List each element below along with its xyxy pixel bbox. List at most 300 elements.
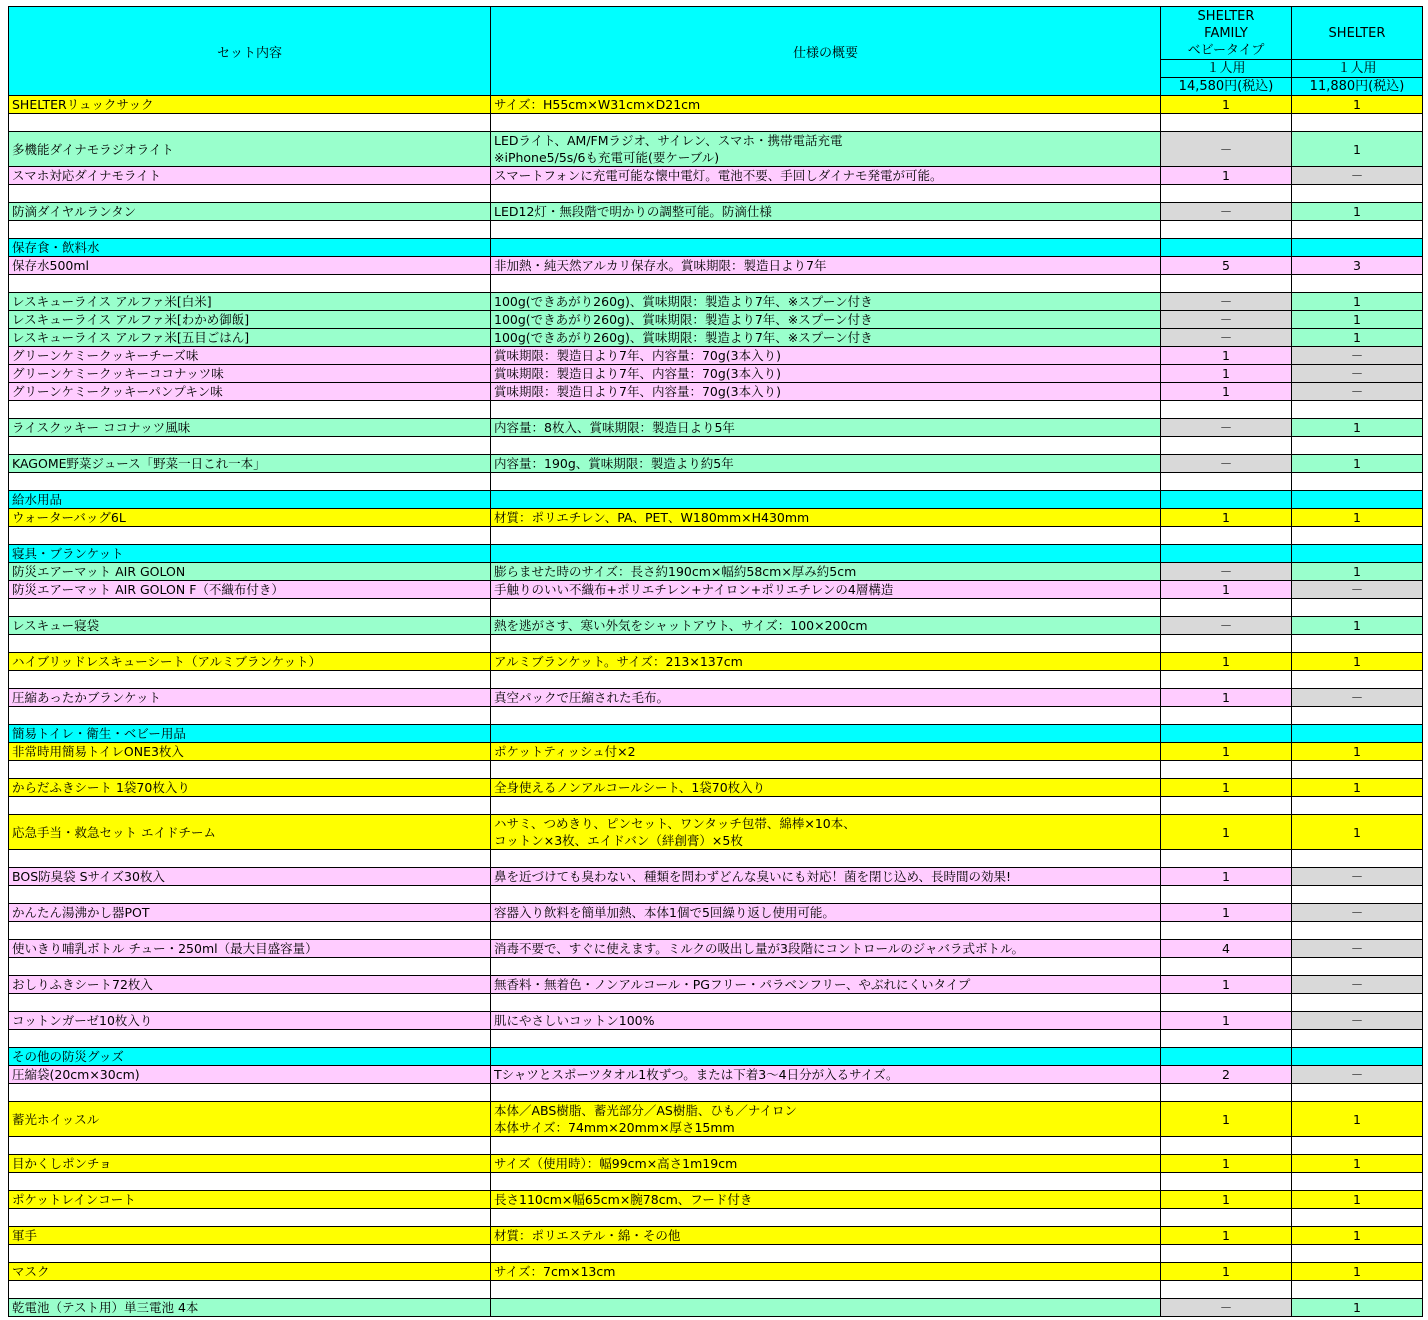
empty-cell: [9, 958, 491, 976]
item-name: おしりふきシート72枚入: [9, 976, 491, 994]
empty-cell: [9, 635, 491, 653]
empty-cell: [491, 1084, 1161, 1102]
empty-cell: [9, 761, 491, 779]
item-spec: [491, 1299, 1161, 1317]
item-row: [9, 689, 1423, 707]
empty-cell: [9, 1137, 491, 1155]
shelter-quantity: －: [1292, 940, 1423, 958]
empty-cell: [1292, 671, 1423, 689]
item-spec-line: 熱を逃がさす、寒い外気をシャットアウト、サイズ：100×200cm: [494, 618, 868, 633]
item-spec: [491, 365, 1161, 383]
section-row: [9, 239, 1423, 257]
item-row: [9, 617, 1423, 635]
blank-row: [9, 958, 1423, 976]
family-quantity: －: [1161, 563, 1292, 581]
empty-cell: [491, 185, 1161, 203]
header-shelter-price: 11,880円(税込): [1292, 78, 1423, 96]
empty-cell: [491, 437, 1161, 455]
item-name: スマホ対応ダイナモライト: [9, 167, 491, 185]
empty-cell: [1161, 275, 1292, 293]
header-family-unit: １人用: [1161, 60, 1292, 78]
shelter-quantity: 1: [1292, 1299, 1423, 1317]
empty-cell: [1161, 1173, 1292, 1191]
item-name: レスキューライス アルファ米[白米]: [9, 293, 491, 311]
item-spec: [491, 96, 1161, 114]
empty-cell: [1161, 958, 1292, 976]
empty-cell: [1161, 491, 1292, 509]
item-spec-line: 鼻を近づけても臭わない、種類を問わずどんな臭いにも対応！菌を閉じ込め、長時間の効果!: [494, 869, 1012, 884]
item-name: 蓄光ホイッスル: [9, 1102, 491, 1137]
blank-row: [9, 114, 1423, 132]
item-name: マスク: [9, 1263, 491, 1281]
item-name: KAGOME野菜ジュース「野菜一日これ一本」: [9, 455, 491, 473]
empty-cell: [1292, 221, 1423, 239]
empty-cell: [9, 275, 491, 293]
blank-row: [9, 275, 1423, 293]
item-spec: [491, 257, 1161, 275]
item-name: 使いきり哺乳ボトル チュー・250ml（最大目盛容量）: [9, 940, 491, 958]
item-spec: [491, 1191, 1161, 1209]
item-row: [9, 779, 1423, 797]
item-name: 乾電池（テスト用）単三電池 4本: [9, 1299, 491, 1317]
empty-cell: [1161, 850, 1292, 868]
empty-cell: [491, 1137, 1161, 1155]
family-quantity: 1: [1161, 653, 1292, 671]
header-shelter-product: SHELTER: [1292, 7, 1423, 60]
item-spec-line: 容器入り飲料を簡単加熱、本体1個で5回繰り返し使用可能。: [494, 905, 835, 920]
blank-row: [9, 850, 1423, 868]
empty-cell: [1292, 1245, 1423, 1263]
empty-cell: [1292, 707, 1423, 725]
item-name: かんたん湯沸かし器POT: [9, 904, 491, 922]
empty-cell: [9, 671, 491, 689]
empty-cell: [491, 886, 1161, 904]
shelter-quantity: 1: [1292, 455, 1423, 473]
empty-cell: [491, 958, 1161, 976]
empty-cell: [9, 850, 491, 868]
item-spec: [491, 347, 1161, 365]
item-spec-line: 賞味期限：製造日より7年、内容量：70g(3本入り): [494, 348, 782, 363]
empty-cell: [1292, 725, 1423, 743]
item-spec: [491, 868, 1161, 886]
empty-cell: [1161, 1084, 1292, 1102]
empty-cell: [491, 1245, 1161, 1263]
shelter-quantity: 1: [1292, 311, 1423, 329]
item-row: [9, 1191, 1423, 1209]
empty-cell: [491, 275, 1161, 293]
empty-cell: [1292, 797, 1423, 815]
item-spec: [491, 203, 1161, 221]
item-spec-line: ポケットティッシュ付×2: [494, 744, 636, 759]
item-spec-line: ハサミ、つめきり、ピンセット、ワンタッチ包帯、綿棒×10本、: [494, 816, 856, 831]
item-row: [9, 1012, 1423, 1030]
shelter-quantity: －: [1292, 868, 1423, 886]
shelter-quantity: 1: [1292, 815, 1423, 850]
blank-row: [9, 994, 1423, 1012]
family-quantity: 1: [1161, 1155, 1292, 1173]
empty-cell: [1161, 185, 1292, 203]
item-row: [9, 1066, 1423, 1084]
item-spec-line: ※iPhone5/5s/6も充電可能(要ケーブル): [494, 150, 720, 165]
empty-cell: [1292, 239, 1423, 257]
item-spec-line: 100g(できあがり260g)、賞味期限：製造より7年、※スプーン付き: [494, 294, 873, 309]
family-quantity: 1: [1161, 976, 1292, 994]
empty-cell: [491, 1173, 1161, 1191]
shelter-quantity: －: [1292, 347, 1423, 365]
section-title: 給水用品: [9, 491, 491, 509]
item-spec: [491, 904, 1161, 922]
blank-row: [9, 437, 1423, 455]
blank-row: [9, 221, 1423, 239]
shelter-quantity: 3: [1292, 257, 1423, 275]
shelter-quantity: －: [1292, 581, 1423, 599]
blank-row: [9, 1173, 1423, 1191]
item-row: [9, 1227, 1423, 1245]
family-quantity: 1: [1161, 1191, 1292, 1209]
empty-cell: [9, 473, 491, 491]
family-quantity: －: [1161, 1299, 1292, 1317]
shelter-quantity: －: [1292, 1012, 1423, 1030]
shelter-quantity: 1: [1292, 653, 1423, 671]
empty-cell: [1161, 886, 1292, 904]
empty-cell: [9, 185, 491, 203]
empty-cell: [1292, 922, 1423, 940]
item-spec-line: スマートフォンに充電可能な懐中電灯。電池不要、手回しダイナモ発電が可能。: [494, 168, 943, 183]
empty-cell: [1161, 1137, 1292, 1155]
item-row: [9, 383, 1423, 401]
blank-row: [9, 671, 1423, 689]
empty-cell: [491, 239, 1161, 257]
empty-cell: [491, 635, 1161, 653]
shelter-quantity: 1: [1292, 329, 1423, 347]
family-quantity: －: [1161, 293, 1292, 311]
family-quantity: 1: [1161, 1102, 1292, 1137]
empty-cell: [1292, 527, 1423, 545]
blank-row: [9, 922, 1423, 940]
shelter-quantity: －: [1292, 167, 1423, 185]
item-row: [9, 455, 1423, 473]
item-spec: [491, 455, 1161, 473]
item-name: BOS防臭袋 Sサイズ30枚入: [9, 868, 491, 886]
empty-cell: [491, 545, 1161, 563]
empty-cell: [1292, 114, 1423, 132]
item-spec-line: 膨らませた時のサイズ：長さ約190cm×幅約58cm×厚み約5cm: [494, 564, 857, 579]
family-product-line: ベビータイプ: [1187, 42, 1265, 58]
blank-row: [9, 473, 1423, 491]
shelter-quantity: 1: [1292, 132, 1423, 167]
header-shelter-unit: １人用: [1292, 60, 1423, 78]
family-quantity: －: [1161, 329, 1292, 347]
blank-row: [9, 185, 1423, 203]
item-spec-line: 肌にやさしいコットン100%: [494, 1013, 655, 1028]
section-title: 保存食・飲料水: [9, 239, 491, 257]
empty-cell: [491, 671, 1161, 689]
empty-cell: [9, 527, 491, 545]
empty-cell: [9, 1173, 491, 1191]
empty-cell: [1292, 1048, 1423, 1066]
empty-cell: [9, 1245, 491, 1263]
family-quantity: －: [1161, 203, 1292, 221]
shelter-quantity: 1: [1292, 563, 1423, 581]
family-quantity: 1: [1161, 509, 1292, 527]
item-name: 保存水500ml: [9, 257, 491, 275]
empty-cell: [491, 1281, 1161, 1299]
empty-cell: [1161, 725, 1292, 743]
empty-cell: [1292, 761, 1423, 779]
item-spec: [491, 1066, 1161, 1084]
item-row: [9, 347, 1423, 365]
item-row: [9, 1102, 1423, 1137]
empty-cell: [1292, 401, 1423, 419]
empty-cell: [1292, 599, 1423, 617]
item-spec-line: 内容量：8枚入、賞味期限：製造日より5年: [494, 420, 735, 435]
item-name: グリーンケミークッキーパンプキン味: [9, 383, 491, 401]
item-spec-line: 本体サイズ：74mm×20mm×厚さ15mm: [494, 1120, 735, 1135]
shelter-quantity: 1: [1292, 293, 1423, 311]
empty-cell: [1292, 1281, 1423, 1299]
empty-cell: [1292, 994, 1423, 1012]
family-quantity: 1: [1161, 904, 1292, 922]
empty-cell: [1292, 437, 1423, 455]
item-spec-line: 100g(できあがり260g)、賞味期限：製造より7年、※スプーン付き: [494, 312, 873, 327]
family-quantity: 1: [1161, 1227, 1292, 1245]
family-product-line: SHELTER: [1197, 8, 1255, 24]
item-name: レスキューライス アルファ米[五目ごはん]: [9, 329, 491, 347]
item-spec: [491, 1102, 1161, 1137]
empty-cell: [9, 886, 491, 904]
empty-cell: [1292, 275, 1423, 293]
family-quantity: 2: [1161, 1066, 1292, 1084]
empty-cell: [1161, 221, 1292, 239]
item-row: [9, 1155, 1423, 1173]
empty-cell: [1161, 1245, 1292, 1263]
shelter-quantity: 1: [1292, 1263, 1423, 1281]
empty-cell: [491, 761, 1161, 779]
empty-cell: [9, 401, 491, 419]
item-spec-line: 無香料・無着色・ノンアルコール・PGフリー・パラベンフリー、やぶれにくいタイプ: [494, 977, 971, 992]
shelter-quantity: －: [1292, 1066, 1423, 1084]
item-spec-line: サイズ：7cm×13cm: [494, 1264, 616, 1279]
item-spec: [491, 329, 1161, 347]
item-row: [9, 976, 1423, 994]
empty-cell: [1161, 437, 1292, 455]
blank-row: [9, 761, 1423, 779]
empty-cell: [1292, 491, 1423, 509]
product-comparison-table: [8, 6, 1423, 1317]
empty-cell: [491, 994, 1161, 1012]
empty-cell: [1161, 761, 1292, 779]
item-spec: [491, 743, 1161, 761]
item-spec: [491, 563, 1161, 581]
empty-cell: [1161, 239, 1292, 257]
empty-cell: [9, 437, 491, 455]
item-row: [9, 904, 1423, 922]
item-spec-line: 賞味期限：製造日より7年、内容量：70g(3本入り): [494, 366, 782, 381]
item-spec: [491, 779, 1161, 797]
item-name: 目かくしポンチョ: [9, 1155, 491, 1173]
item-name: 防災エアーマット AIR GOLON: [9, 563, 491, 581]
item-spec: [491, 383, 1161, 401]
item-name: レスキュー寝袋: [9, 617, 491, 635]
item-spec-line: 賞味期限：製造日より7年、内容量：70g(3本入り): [494, 384, 782, 399]
empty-cell: [9, 1281, 491, 1299]
empty-cell: [1161, 707, 1292, 725]
header-family-product: [1161, 7, 1292, 60]
item-row: [9, 743, 1423, 761]
blank-row: [9, 1084, 1423, 1102]
blank-row: [9, 527, 1423, 545]
item-name: 圧縮あったかブランケット: [9, 689, 491, 707]
blank-row: [9, 1137, 1423, 1155]
blank-row: [9, 1209, 1423, 1227]
item-spec-line: 材質：ポリエステル・綿・その他: [494, 1228, 681, 1243]
empty-cell: [1161, 797, 1292, 815]
item-spec-line: サイズ：H55cm×W31cm×D21cm: [494, 97, 701, 112]
empty-cell: [1292, 1173, 1423, 1191]
empty-cell: [1161, 671, 1292, 689]
empty-cell: [9, 797, 491, 815]
family-quantity: 1: [1161, 581, 1292, 599]
empty-cell: [491, 473, 1161, 491]
item-name: 非常時用簡易トイレONE3枚入: [9, 743, 491, 761]
item-name: からだふきシート 1袋70枚入り: [9, 779, 491, 797]
family-quantity: 1: [1161, 743, 1292, 761]
item-spec: [491, 132, 1161, 167]
section-row: [9, 725, 1423, 743]
item-spec-line: 本体／ABS樹脂、蓄光部分／AS樹脂、ひも／ナイロン: [494, 1103, 797, 1118]
family-quantity: 1: [1161, 96, 1292, 114]
header-spec-summary: 仕様の概要: [491, 7, 1161, 96]
shelter-quantity: 1: [1292, 509, 1423, 527]
item-row: [9, 509, 1423, 527]
section-row: [9, 1048, 1423, 1066]
item-row: [9, 365, 1423, 383]
empty-cell: [491, 707, 1161, 725]
item-spec: [491, 940, 1161, 958]
item-spec-line: Tシャツとスポーツタオル1枚ずつ。または下着3～4日分が入るサイズ。: [494, 1067, 899, 1082]
family-quantity: －: [1161, 617, 1292, 635]
header-set-contents: セット内容: [9, 7, 491, 96]
empty-cell: [1161, 1281, 1292, 1299]
item-row: [9, 293, 1423, 311]
table-body: [9, 96, 1423, 1317]
item-row: [9, 653, 1423, 671]
shelter-quantity: 1: [1292, 1191, 1423, 1209]
empty-cell: [491, 221, 1161, 239]
item-name: コットンガーゼ10枚入り: [9, 1012, 491, 1030]
empty-cell: [1161, 114, 1292, 132]
family-quantity: －: [1161, 132, 1292, 167]
empty-cell: [1292, 1209, 1423, 1227]
family-quantity: 1: [1161, 1012, 1292, 1030]
item-spec-line: 材質：ポリエチレン、PA、PET、W180mm×H430mm: [494, 510, 810, 525]
empty-cell: [1161, 922, 1292, 940]
shelter-quantity: 1: [1292, 1227, 1423, 1245]
empty-cell: [1292, 1030, 1423, 1048]
item-name: レスキューライス アルファ米[わかめ御飯]: [9, 311, 491, 329]
empty-cell: [9, 1209, 491, 1227]
item-spec: [491, 653, 1161, 671]
empty-cell: [1161, 599, 1292, 617]
empty-cell: [1292, 545, 1423, 563]
family-quantity: 1: [1161, 779, 1292, 797]
empty-cell: [1161, 635, 1292, 653]
item-name: SHELTERリュックサック: [9, 96, 491, 114]
item-row: [9, 167, 1423, 185]
item-row: [9, 203, 1423, 221]
empty-cell: [9, 994, 491, 1012]
shelter-quantity: －: [1292, 689, 1423, 707]
empty-cell: [491, 797, 1161, 815]
family-quantity: 1: [1161, 1263, 1292, 1281]
blank-row: [9, 1030, 1423, 1048]
family-product-name: [1188, 9, 1265, 58]
empty-cell: [1292, 185, 1423, 203]
item-spec-line: コットン×3枚、エイドバン（絆創膏）×5枚: [494, 833, 743, 848]
item-row: [9, 311, 1423, 329]
family-quantity: 1: [1161, 365, 1292, 383]
empty-cell: [9, 707, 491, 725]
family-quantity: 1: [1161, 383, 1292, 401]
empty-cell: [1161, 545, 1292, 563]
item-name: 防滴ダイヤルランタン: [9, 203, 491, 221]
section-title: 簡易トイレ・衛生・ベビー用品: [9, 725, 491, 743]
empty-cell: [491, 491, 1161, 509]
empty-cell: [1161, 994, 1292, 1012]
empty-cell: [1161, 1030, 1292, 1048]
item-spec-line: サイズ（使用時）：幅99cm×高さ1m19cm: [494, 1156, 738, 1171]
family-quantity: 1: [1161, 167, 1292, 185]
empty-cell: [1292, 473, 1423, 491]
item-spec: [491, 976, 1161, 994]
empty-cell: [1292, 958, 1423, 976]
shelter-quantity: －: [1292, 383, 1423, 401]
item-spec-line: 内容量：190g、賞味期限：製造より約5年: [494, 456, 734, 471]
item-row: [9, 329, 1423, 347]
empty-cell: [491, 1030, 1161, 1048]
empty-cell: [9, 221, 491, 239]
item-row: [9, 940, 1423, 958]
empty-cell: [1292, 850, 1423, 868]
item-spec: [491, 1227, 1161, 1245]
family-quantity: －: [1161, 311, 1292, 329]
item-row: [9, 581, 1423, 599]
empty-cell: [1161, 473, 1292, 491]
item-spec-line: 非加熱・純天然アルカリ保存水。賞味期限：製造日より7年: [494, 258, 827, 273]
empty-cell: [491, 599, 1161, 617]
blank-row: [9, 1245, 1423, 1263]
item-spec: [491, 311, 1161, 329]
item-spec-line: 消毒不要で、すぐに使えます。ミルクの吸出し量が3段階にコントロールのジャバラ式ボトル。: [494, 941, 1024, 956]
empty-cell: [491, 850, 1161, 868]
item-spec: [491, 293, 1161, 311]
item-row: [9, 868, 1423, 886]
family-quantity: 5: [1161, 257, 1292, 275]
empty-cell: [9, 1030, 491, 1048]
section-title: その他の防災グッズ: [9, 1048, 491, 1066]
item-spec: [491, 581, 1161, 599]
empty-cell: [1161, 1048, 1292, 1066]
item-spec-line: アルミブランケット。サイズ：213×137cm: [494, 654, 743, 669]
empty-cell: [491, 114, 1161, 132]
item-row: [9, 96, 1423, 114]
family-quantity: 1: [1161, 689, 1292, 707]
item-name: 軍手: [9, 1227, 491, 1245]
item-name: ハイブリッドレスキューシート（アルミブランケット）: [9, 653, 491, 671]
item-spec-line: 100g(できあがり260g)、賞味期限：製造より7年、※スプーン付き: [494, 330, 873, 345]
shelter-quantity: 1: [1292, 743, 1423, 761]
item-spec: [491, 167, 1161, 185]
